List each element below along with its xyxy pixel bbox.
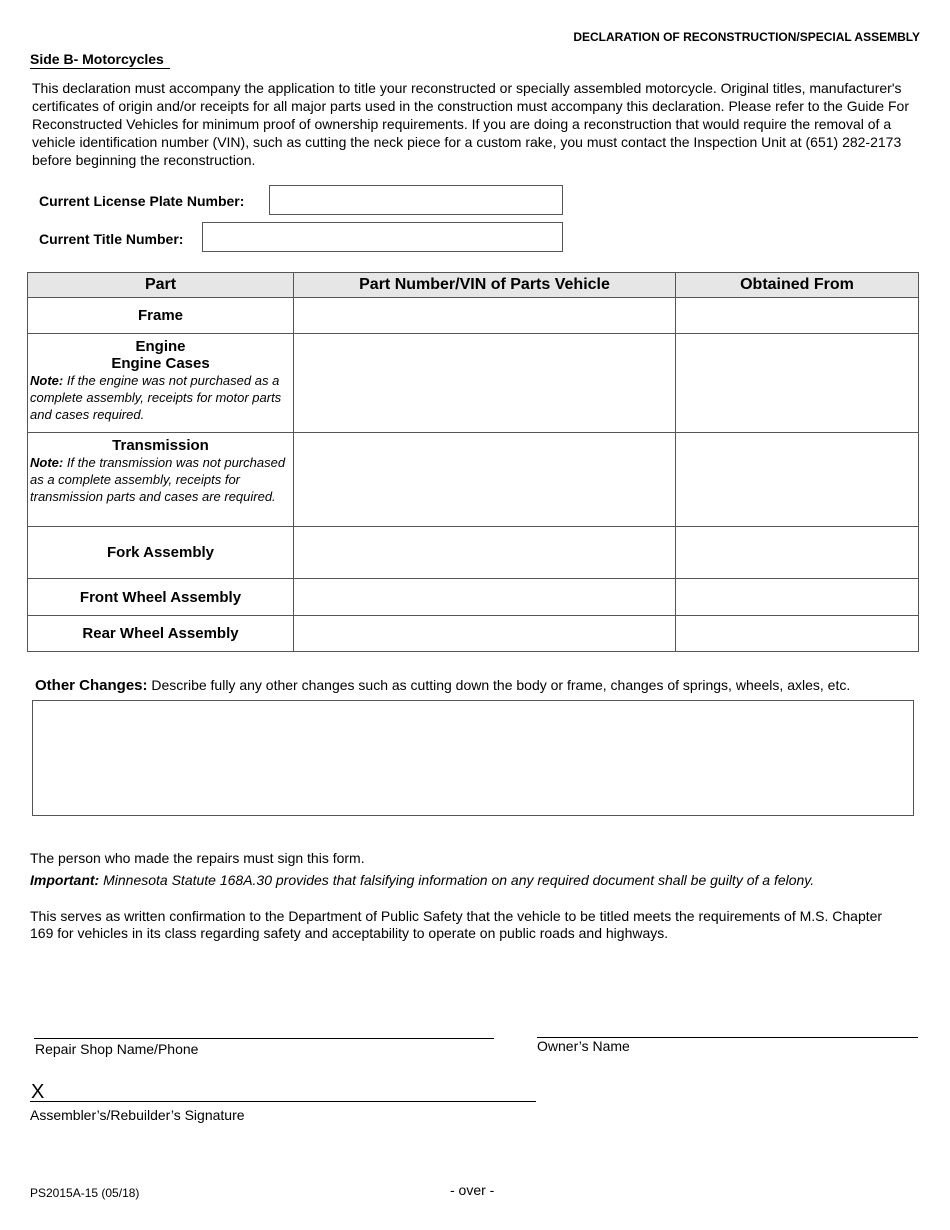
part-cell-transmission	[28, 433, 294, 527]
repair-shop-line[interactable]	[34, 1038, 494, 1039]
part-number-cell[interactable]	[294, 334, 676, 433]
signature-x-mark: X	[31, 1081, 45, 1103]
note-text: If the transmission was not purchased as a complete assembly, receipts for transmission parts and cases are required.	[30, 455, 286, 504]
part-name: Front Wheel Assembly	[28, 579, 294, 616]
part-name: Rear Wheel Assembly	[28, 616, 294, 652]
obtained-from-cell[interactable]	[676, 527, 919, 579]
obtained-from-cell[interactable]	[676, 579, 919, 616]
table-row-rear-wheel	[28, 616, 919, 652]
license-plate-field[interactable]	[269, 185, 563, 215]
obtained-from-cell[interactable]	[676, 334, 919, 433]
confirmation-paragraph: This serves as written confirmation to the Department of Public Safety that the vehicle to be titled meets the requirements of M.S. Chapter 169 for vehicles in its class regarding safety and acceptability to operate on public roads and highways.	[30, 908, 883, 941]
obtained-from-cell[interactable]	[676, 298, 919, 334]
table-row-engine	[28, 334, 919, 433]
table-header-row	[28, 273, 919, 298]
signature-label: Assembler’s/Rebuilder’s Signature	[30, 1107, 245, 1123]
part-note	[28, 372, 293, 423]
signature-line[interactable]	[30, 1101, 536, 1102]
important-label: Important:	[30, 872, 100, 888]
column-header-part: Part	[28, 273, 294, 298]
part-number-cell[interactable]	[294, 616, 676, 652]
part-cell-engine	[28, 334, 294, 433]
part-note	[28, 454, 293, 505]
table-row-frame	[28, 298, 919, 334]
column-header-obtained-from: Obtained From	[676, 273, 919, 298]
part-number-cell[interactable]	[294, 433, 676, 527]
title-number-field[interactable]	[202, 222, 563, 252]
part-number-cell[interactable]	[294, 527, 676, 579]
intro-paragraph: This declaration must accompany the application to title your reconstructed or specially assembled motorcycle. Original titles, manufacturer's certificates of origin and/or receipts for all major parts used in the construction must accompany this declaration. Please refer to the Guide For Reconstructed Vehicles for minimum proof of ownership requirements. If you are doing a reconstruction that would require the removal of a vehicle identification number (VIN), such as cutting the neck piece for a custom rake, you must contact the Inspection Unit at (651) 282-2173 before beginning the reconstruction.	[32, 80, 909, 168]
form-code: PS2015A-15 (05/18)	[30, 1186, 140, 1200]
part-name: Fork Assembly	[28, 527, 294, 579]
column-header-part-number: Part Number/VIN of Parts Vehicle	[294, 273, 676, 298]
important-text: Minnesota Statute 168A.30 provides that falsifying information on any required document shall be guilty of a felony.	[99, 872, 815, 888]
part-number-cell[interactable]	[294, 298, 676, 334]
part-name: Engine	[135, 338, 186, 355]
part-name-secondary: Engine Cases	[111, 355, 210, 372]
other-changes-label: Other Changes:	[35, 677, 148, 694]
other-changes-heading	[35, 677, 850, 694]
important-note	[30, 872, 814, 889]
section-title: Side B- Motorcycles	[30, 51, 170, 69]
must-sign-note: The person who made the repairs must sign this form.	[30, 850, 365, 866]
table-row-front-wheel	[28, 579, 919, 616]
note-label: Note:	[30, 373, 64, 388]
table-row-fork	[28, 527, 919, 579]
license-plate-label: Current License Plate Number:	[39, 193, 245, 209]
part-name: Transmission	[112, 437, 209, 454]
part-name: Frame	[28, 298, 294, 334]
obtained-from-cell[interactable]	[676, 616, 919, 652]
obtained-from-cell[interactable]	[676, 433, 919, 527]
repair-shop-label: Repair Shop Name/Phone	[35, 1041, 199, 1057]
table-row-transmission	[28, 433, 919, 527]
parts-table	[27, 272, 919, 652]
note-label: Note:	[30, 455, 64, 470]
form-title: DECLARATION OF RECONSTRUCTION/SPECIAL ASSEMBLY	[573, 30, 920, 44]
note-text: If the engine was not purchased as a complete assembly, receipts for motor parts and cases required.	[30, 373, 282, 422]
owner-name-label: Owner’s Name	[537, 1038, 630, 1054]
other-changes-field[interactable]	[32, 700, 914, 816]
title-number-label: Current Title Number:	[39, 231, 184, 247]
page-over-indicator: - over -	[450, 1182, 495, 1198]
part-number-cell[interactable]	[294, 579, 676, 616]
other-changes-description: Describe fully any other changes such as cutting down the body or frame, changes of springs, wheels, axles, etc.	[147, 677, 851, 693]
